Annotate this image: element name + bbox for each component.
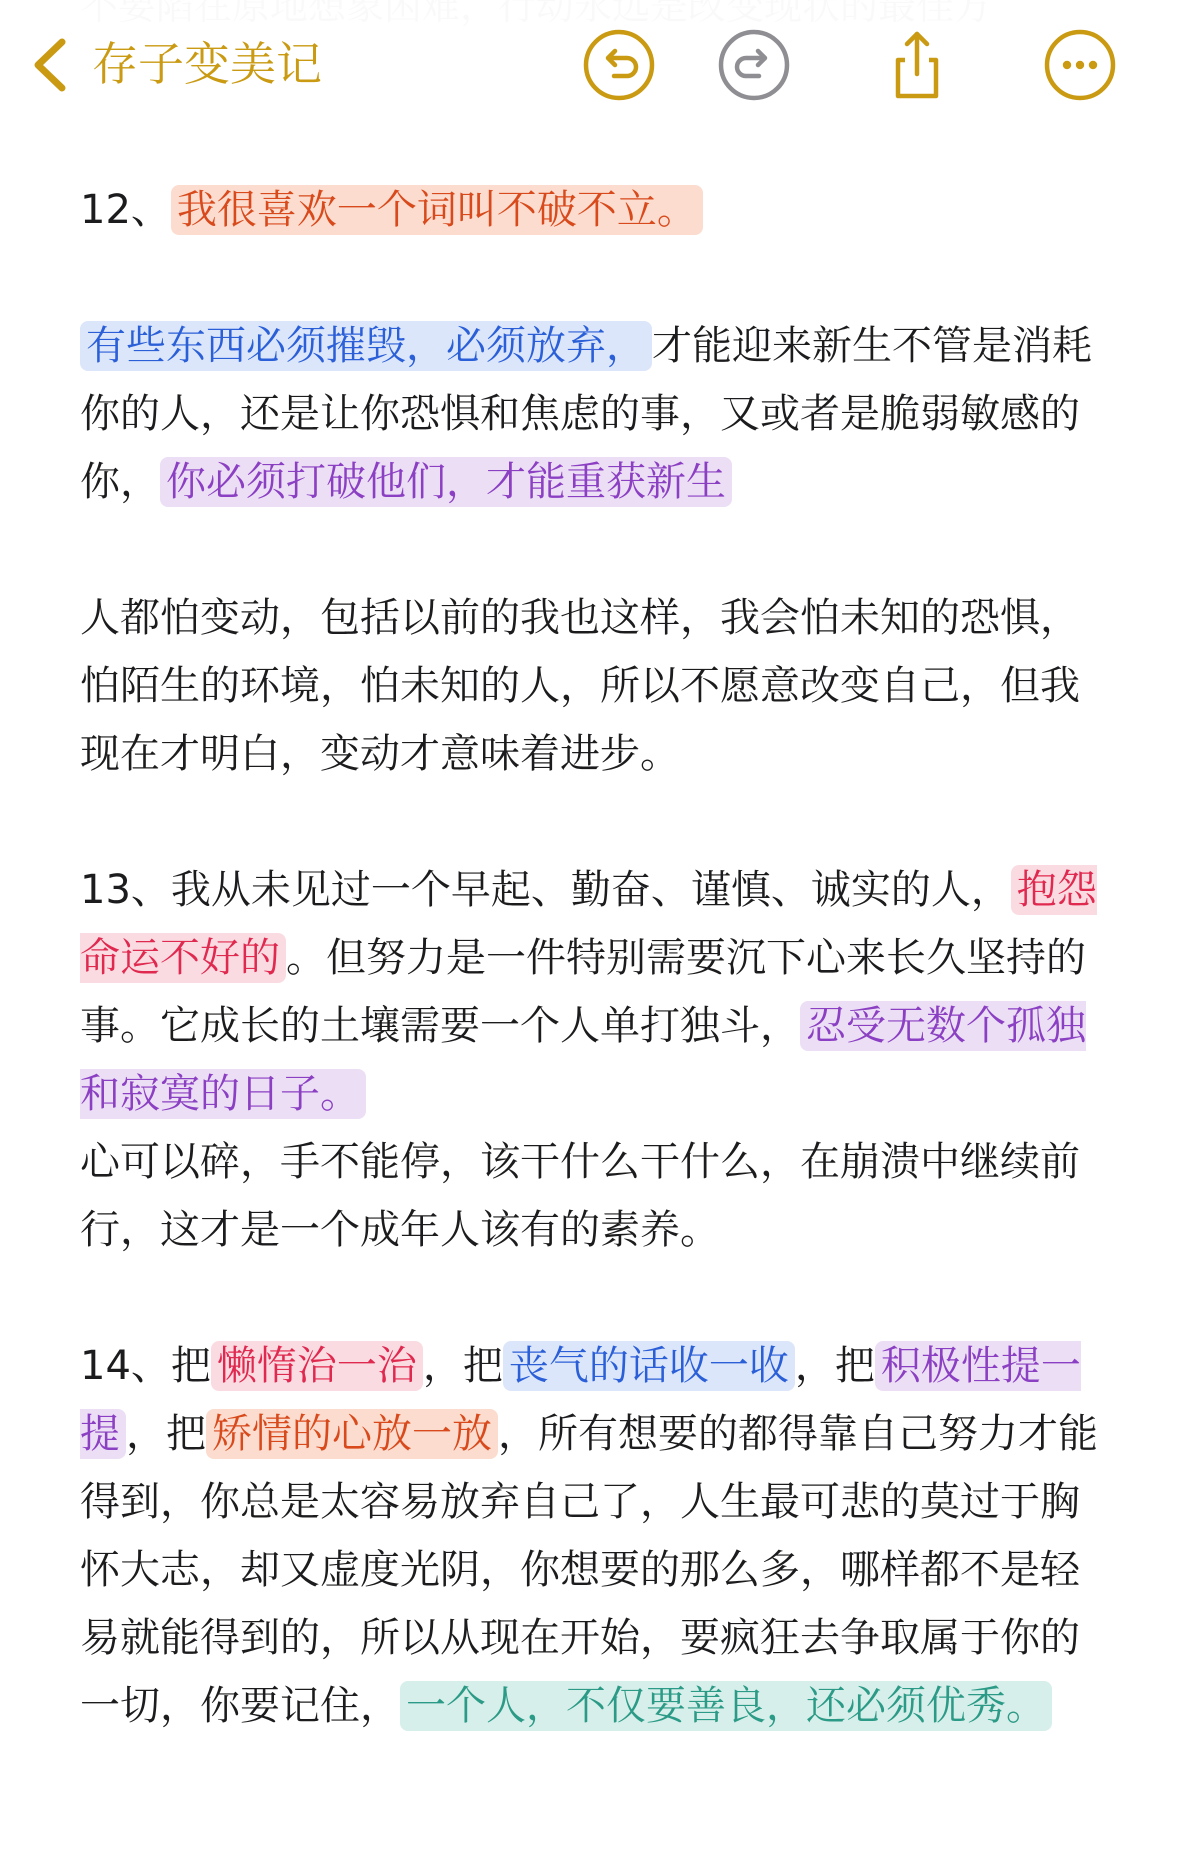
paragraph-text: ，把 xyxy=(422,1343,503,1389)
back-button[interactable] xyxy=(22,30,82,100)
highlight-blue: 丧气的话收一收 xyxy=(503,1341,795,1391)
paragraph-text: 14、把 xyxy=(80,1343,211,1389)
undo-button[interactable] xyxy=(582,28,656,102)
redo-icon xyxy=(717,28,791,102)
note-body[interactable] xyxy=(80,176,1100,1808)
highlight-orange: 我很喜欢一个词叫不破不立。 xyxy=(171,185,703,235)
highlight-blue: 有些东西必须摧毁，必须放弃， xyxy=(80,321,652,371)
paragraph-text: 人都怕变动，包括以前的我也这样，我会怕未知的恐惧，怕陌生的环境，怕未知的人，所以不愿意改变自己，但我现在才明白，变动才意味着进步。 xyxy=(80,595,1080,777)
paragraph-text: 才能迎来新生不管是消耗你的人，还是让你恐惧和焦虑的事，又或者是脆弱敏感的你， xyxy=(80,323,1092,505)
paragraph-13-body xyxy=(80,1128,1100,1264)
paragraph-13 xyxy=(80,856,1100,1128)
highlight-pink: 抱怨命运不好的 xyxy=(80,867,1097,981)
paragraph-text: 12、 xyxy=(80,187,171,233)
paragraph-12-body xyxy=(80,312,1100,516)
note-folder-title[interactable]: 存子变美记 xyxy=(92,37,322,91)
paragraph-14 xyxy=(80,1332,1100,1740)
paragraph-text: 心可以碎，手不能停，该干什么干什么，在崩溃中继续前行，这才是一个成年人该有的素养。 xyxy=(80,1139,1080,1253)
highlight-purple: 积极性提一提 xyxy=(80,1343,1081,1457)
highlight-pink: 懒惰治一治 xyxy=(211,1341,423,1391)
highlight-teal: 一个人，不仅要善良，还必须优秀。 xyxy=(400,1681,1052,1731)
paragraph-text: ，把 xyxy=(126,1411,206,1457)
navigation-bar xyxy=(0,0,1179,130)
highlight-purple: 忍受无数个孤独和寂寞的日子。 xyxy=(80,1003,1086,1117)
paragraph-12-heading xyxy=(80,176,1100,244)
share-icon xyxy=(880,28,954,102)
paragraph-12-change xyxy=(80,584,1100,788)
more-button[interactable] xyxy=(1043,28,1117,102)
share-button[interactable] xyxy=(880,28,954,102)
undo-icon xyxy=(582,28,656,102)
redo-button[interactable] xyxy=(717,28,791,102)
paragraph-text: ，把 xyxy=(794,1343,875,1389)
highlight-orange: 矫情的心放一放 xyxy=(206,1409,498,1459)
paragraph-text: 13、我从未见过一个早起、勤奋、谨慎、诚实的人， xyxy=(80,867,1011,913)
highlight-purple: 你必须打破他们，才能重获新生 xyxy=(160,457,732,507)
chevron-left-icon xyxy=(22,30,82,100)
more-icon xyxy=(1043,28,1117,102)
paragraph-text: 。但努力是一件特别需要沉下心来长久坚持的事。它成长的土壤需要一个人单打独斗， xyxy=(80,935,1086,1049)
paragraph-text: ，所有想要的都得靠自己努力才能得到，你总是太容易放弃自己了，人生最可悲的莫过于胸怀大志，却又虚度光阴，你想要的那么多，哪样都不是轻易就能得到的，所以从现在开始，要疯狂去争取属于你的一切，你要记住， xyxy=(80,1411,1098,1729)
